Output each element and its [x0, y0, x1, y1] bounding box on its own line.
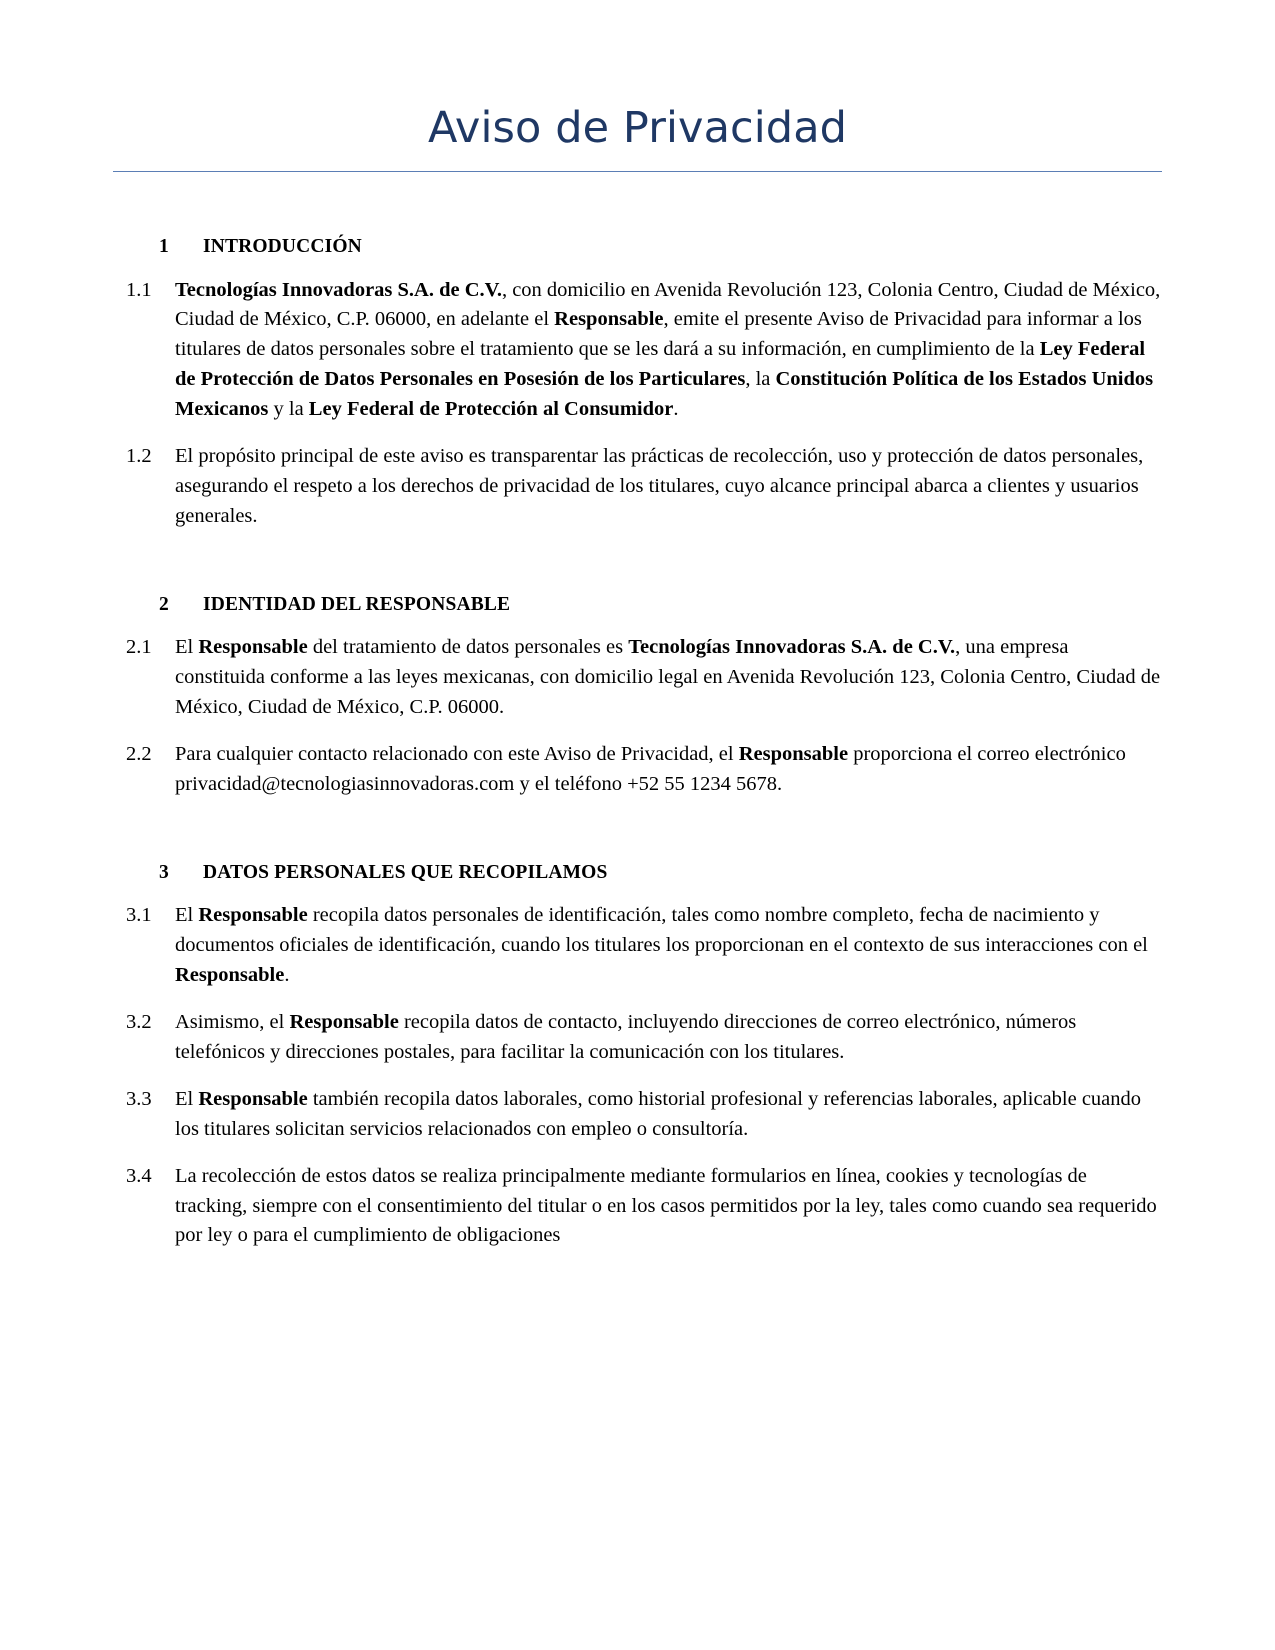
- text-run: recopila datos personales de identificación, tales como nombre completo, fecha de nacimiento y documentos oficiales de identificación, cuando los titulares los proporcionan en el contexto de sus interacciones con el: [175, 904, 1148, 957]
- page-title: Aviso de Privacidad: [427, 103, 848, 153]
- clause-text: [175, 1008, 1162, 1068]
- text-run: El: [175, 636, 199, 659]
- clause-text: [175, 276, 1162, 426]
- section-number: 2: [159, 593, 169, 615]
- emphasis-run: Constitución Política de los Estados Unidos Mexicanos: [175, 368, 1154, 421]
- clause-text: [175, 740, 1162, 800]
- section-title: DATOS PERSONALES QUE RECOPILAMOS: [203, 861, 608, 883]
- section-title: IDENTIDAD DEL RESPONSABLE: [203, 593, 511, 615]
- clause: [113, 442, 1162, 532]
- section-2: [113, 592, 1162, 800]
- text-run: .: [673, 398, 679, 421]
- clause-number: 1.2: [126, 445, 152, 468]
- text-run: El: [175, 1087, 199, 1110]
- text-run: , con domicilio en Avenida Revolución 123, Colonia Centro, Ciudad de México, Ciudad de México, C.P. 06000, en adelante el: [175, 278, 1161, 331]
- section-title: INTRODUCCIÓN: [203, 236, 362, 258]
- text-run: recopila datos de contacto, incluyendo direcciones de correo electrónico, números telefónicos y direcciones postales, para facilitar la comunicación con los titulares.: [175, 1010, 1077, 1063]
- emphasis-run: Responsable: [198, 636, 308, 659]
- emphasis-run: Responsable: [198, 1087, 308, 1110]
- text-run: Para cualquier contacto relacionado con este Aviso de Privacidad, el: [175, 742, 739, 765]
- clause: [113, 1162, 1162, 1252]
- clause: [113, 1008, 1162, 1068]
- text-run: Asimismo, el: [175, 1010, 290, 1033]
- clause-number: 3.2: [126, 1010, 152, 1033]
- text-run: proporciona el correo electrónico privacidad@tecnologiasinnovadoras.com y el teléfono +52 55 1234 5678.: [175, 742, 1126, 795]
- section-number: 3: [159, 861, 169, 883]
- emphasis-run: Responsable: [198, 904, 308, 927]
- clause-text: [175, 1085, 1162, 1145]
- text-run: también recopila datos laborales, como historial profesional y referencias laborales, aplicable cuando los titulares solicitan servicios relacionados con empleo o consultoría.: [175, 1087, 1142, 1140]
- emphasis-run: Responsable: [289, 1010, 399, 1033]
- clause: [113, 1085, 1162, 1145]
- emphasis-run: Tecnologías Innovadoras S.A. de C.V.: [175, 278, 502, 301]
- clause: [113, 633, 1162, 723]
- clause-number: 1.1: [126, 278, 152, 301]
- emphasis-run: Responsable: [554, 308, 664, 331]
- emphasis-run: Tecnologías Innovadoras S.A. de C.V.: [628, 636, 956, 659]
- text-run: El propósito principal de este aviso es transparentar las prácticas de recolección, uso y protección de datos personales, asegurando el respeto a los derechos de privacidad de los titulares, cuyo alcance principal abarca a clientes y usuarios generales.: [175, 445, 1144, 527]
- section-heading: [113, 592, 1162, 617]
- document-body: [113, 172, 1162, 1251]
- clause-number: 2.2: [126, 742, 152, 765]
- clause: [113, 901, 1162, 991]
- clause-text: [175, 901, 1162, 991]
- clause: [113, 276, 1162, 426]
- section-heading: [113, 860, 1162, 885]
- clause-number: 2.1: [126, 636, 152, 659]
- text-run: , una empresa constituida conforme a las leyes mexicanas, con domicilio legal en Avenida Revolución 123, Colonia Centro, Ciudad de México, Ciudad de México, C.P. 06000.: [175, 636, 1161, 719]
- text-run: , emite el presente Aviso de Privacidad para informar a los titulares de datos personales sobre el tratamiento que se les dará a su información, en cumplimiento de la: [175, 308, 1142, 361]
- emphasis-run: Ley Federal de Protección de Datos Personales en Posesión de los Particulares: [175, 338, 1146, 391]
- section-heading: [113, 234, 1162, 259]
- clause-number: 3.3: [126, 1087, 152, 1110]
- clause-text: [175, 633, 1162, 723]
- clause-number: 3.4: [126, 1164, 152, 1187]
- text-run: y la: [268, 398, 309, 421]
- clause-number: 3.1: [126, 904, 152, 927]
- text-run: La recolección de estos datos se realiza principalmente mediante formularios en línea, cookies y tecnologías de tracking, siempre con el consentimiento del titular o en los casos permitidos por la ley, tales como cuando sea requerido por ley o para el cumplimiento de obligaciones: [175, 1164, 1157, 1247]
- text-run: .: [284, 964, 290, 987]
- clause-text: [175, 1162, 1162, 1252]
- section-number: 1: [159, 236, 169, 258]
- emphasis-run: Responsable: [738, 742, 849, 765]
- emphasis-run: Ley Federal de Protección al Consumidor: [308, 398, 674, 421]
- emphasis-run: Responsable: [175, 964, 285, 987]
- clause: [113, 740, 1162, 800]
- section-3: [113, 860, 1162, 1252]
- clause-text: [175, 442, 1162, 532]
- text-run: del tratamiento de datos personales es: [307, 636, 629, 659]
- title-block: [113, 0, 1162, 172]
- text-run: , la: [745, 368, 776, 391]
- text-run: El: [175, 904, 199, 927]
- section-1: [113, 234, 1162, 532]
